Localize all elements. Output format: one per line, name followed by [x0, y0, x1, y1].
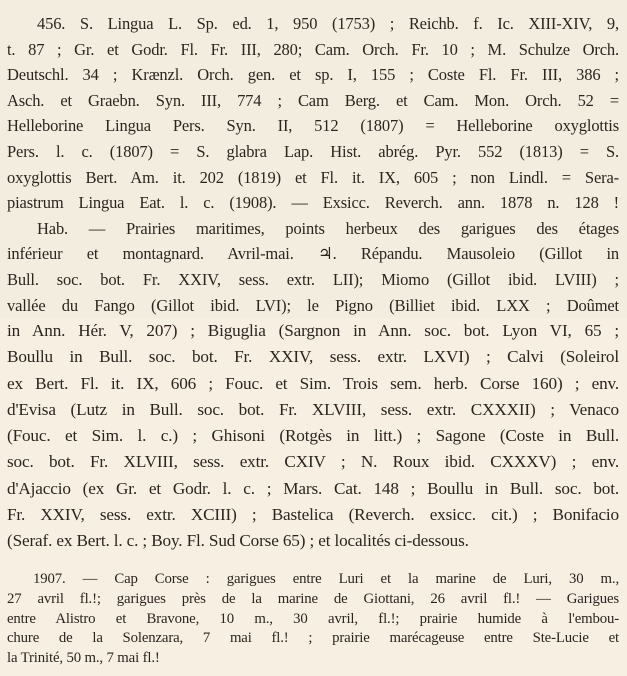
- habitat-line: inférieur et montagnard. Avril-mai. ♃. Répandu. Mausoleio (Gillot in: [7, 244, 619, 264]
- observation-line: chure de la Solenzara, 7 mai fl.! ; prairie marécageuse entre Ste-Lucie et: [7, 630, 619, 647]
- entry-line: 456. S. Lingua L. Sp. ed. 1, 950 (1753) ; Reichb. f. Ic. XIII-XIV, 9,: [37, 14, 619, 33]
- locality-line: d'Ajaccio (ex Gr. et Godr. l. c. ; Mars. Cat. 148 ; Boullu in Bull. soc. bot.: [7, 478, 619, 498]
- locality-line: (Fouc. et Sim. l. c.) ; Ghisoni (Rotgès in litt.) ; Sagone (Coste in Bull.: [7, 426, 619, 446]
- habitat-line: Hab. — Prairies maritimes, points herbeux des garigues des étages: [37, 218, 619, 238]
- locality-line: ex Bert. Fl. it. IX, 606 ; Fouc. et Sim. Trois sem. herb. Corse 160) ; env.: [7, 373, 619, 393]
- locality-line: in Ann. Hér. V, 207) ; Biguglia (Sargnon in Ann. soc. bot. Lyon VI, 65 ;: [7, 321, 619, 340]
- entry-line: Deutschl. 34 ; Krænzl. Orch. gen. et sp. I, 155 ; Coste Fl. Fr. III, 386 ;: [7, 65, 619, 85]
- entry-line: t. 87 ; Gr. et Godr. Fl. Fr. III, 280; Cam. Orch. Fr. 10 ; M. Schulze Orch.: [7, 39, 619, 59]
- observation-line: entre Alistro et Bravone, 10 m., 30 avril, fl.!; prairie humide à l'embou-: [7, 610, 619, 627]
- locality-line: Boullu in Bull. soc. bot. Fr. XXIV, sess. extr. LXVI) ; Calvi (Soleirol: [7, 347, 619, 367]
- observations-paragraph: [7, 570, 619, 669]
- locality-line: d'Evisa (Lutz in Bull. soc. bot. Fr. XLVIII, sess. extr. CXXXII) ; Venaco: [7, 399, 619, 419]
- observation-line: 27 avril fl.!; garigues près de la marine de Giottani, 26 avril fl.! — Garigues: [7, 590, 619, 607]
- habitat-line: vallée du Fango (Gillot ibid. LVI); le Pigno (Billiet ibid. LXX ; Doûmet: [7, 295, 619, 315]
- entry-line: piastrum Lingua Eat. l. c. (1908). — Exsicc. Reverch. ann. 1878 n. 128 !: [7, 193, 619, 213]
- locality-line: soc. bot. Fr. XLVIII, sess. extr. CXIV ; N. Roux ibid. CXXXV) ; env.: [7, 452, 619, 472]
- entry-line: Pers. l. c. (1807) = S. glabra Lap. Hist. abrég. Pyr. 552 (1813) = S.: [7, 141, 619, 161]
- locality-line: (Seraf. ex Bert. l. c. ; Boy. Fl. Sud Corse 65) ; et localités ci-dessous.: [7, 531, 469, 551]
- locality-line: Fr. XXIV, sess. extr. XCIII) ; Bastelica (Reverch. exsicc. cit.) ; Bonifacio: [7, 505, 619, 525]
- observation-line: 1907. — Cap Corse : garigues entre Luri et la marine de Luri, 30 m.,: [33, 571, 619, 587]
- entry-line: Asch. et Graebn. Syn. III, 774 ; Cam Berg. et Cam. Mon. Orch. 52 =: [7, 90, 619, 110]
- observation-line: la Trinité, 50 m., 7 mai fl.!: [7, 650, 160, 667]
- species-entry: [7, 11, 619, 318]
- habitat-line: Bull. soc. bot. Fr. XXIV, sess. extr. LII); Miomo (Gillot ibid. LVIII) ;: [7, 269, 619, 289]
- localities-paragraph: [7, 318, 619, 555]
- entry-line: oxyglottis Bert. Am. it. 202 (1819) et Fl. it. IX, 605 ; non Lindl. = Sera-: [7, 167, 619, 187]
- entry-line: Helleborine Lingua Pers. Syn. II, 512 (1807) = Helleborine oxyglottis: [7, 116, 619, 136]
